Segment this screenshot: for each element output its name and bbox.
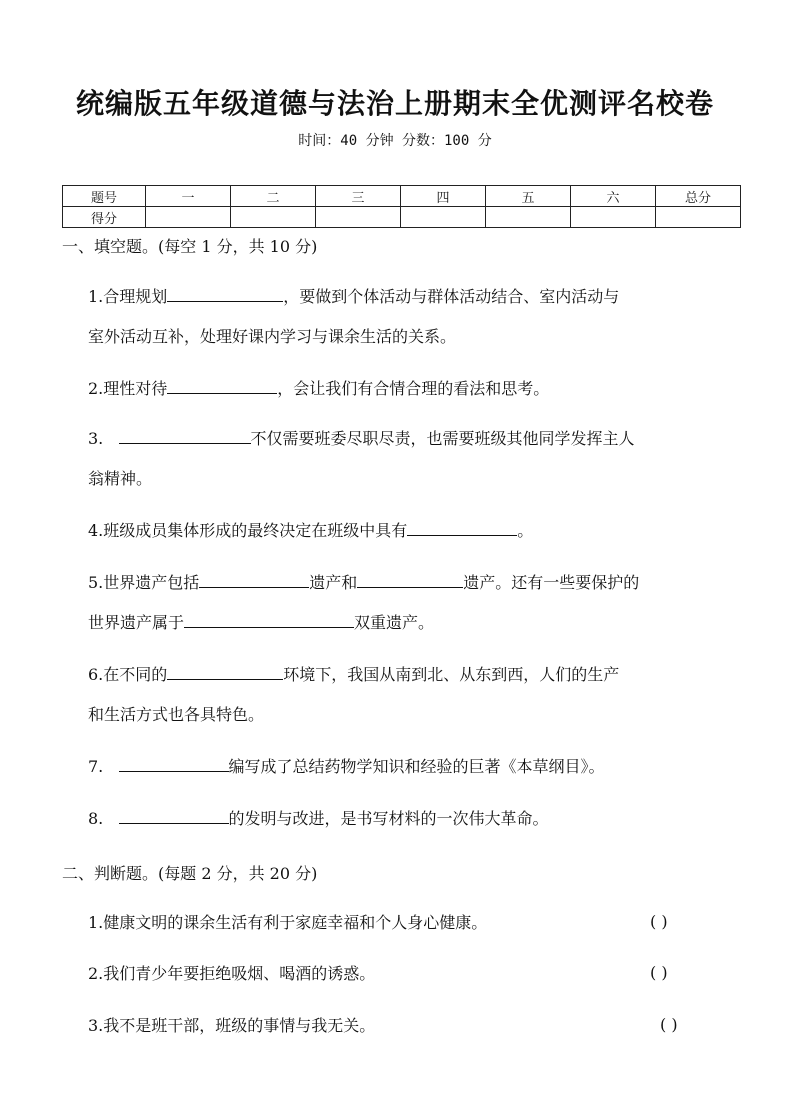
answer-parentheses[interactable]: ( ) <box>660 1015 678 1034</box>
question-text: 遗产。还有一些要保护的 <box>463 573 640 592</box>
question-number: 7. <box>88 757 104 776</box>
score-cell <box>146 207 231 228</box>
question-text: 双重遗产。 <box>354 613 435 632</box>
question-text: 翁精神。 <box>88 469 153 488</box>
question-3 <box>88 419 738 499</box>
question-text: 环境下，我国从南到北、从东到西，人们的生产 <box>283 665 620 684</box>
question-number: 6. <box>88 665 104 684</box>
answer-parentheses[interactable]: ( ) <box>650 963 668 982</box>
question-number: 3. <box>88 429 104 448</box>
question-text: 遗产和 <box>309 573 358 592</box>
question-text: 合理规划 <box>103 287 168 306</box>
fill-blank[interactable] <box>407 517 517 536</box>
question-2 <box>88 369 738 409</box>
question-1 <box>88 277 738 357</box>
question-text: ，会让我们有合情合理的看法和思考。 <box>277 379 550 398</box>
fill-blank[interactable] <box>119 753 229 772</box>
section1-heading: 一、填空题。(每空 1 分，共 10 分) <box>62 237 318 256</box>
answer-parentheses[interactable]: ( ) <box>650 912 668 931</box>
question-number: 1. <box>88 287 104 306</box>
fill-blank[interactable] <box>357 569 463 588</box>
score-row-label: 得分 <box>63 207 146 228</box>
score-header-cell: 二 <box>231 186 316 207</box>
question-number: 8. <box>88 809 104 828</box>
question-text: ，要做到个体活动与群体活动结合、室内活动与 <box>283 287 620 306</box>
fill-blank[interactable] <box>199 569 309 588</box>
score-cell <box>571 207 656 228</box>
score-table <box>62 185 741 228</box>
question-number: 5. <box>88 573 104 592</box>
exam-subtitle: 时间：40 分钟 分数：100 分 <box>298 133 492 149</box>
score-cell <box>231 207 316 228</box>
question-number: 2. <box>88 379 104 398</box>
question-text: 不仅需要班委尽职尽责，也需要班级其他同学发挥主人 <box>250 429 635 448</box>
judge-item: 2.我们青少年要拒绝吸烟、喝酒的诱惑。 <box>88 964 376 983</box>
question-text: 的发明与改进，是书写材料的一次伟大革命。 <box>228 809 549 828</box>
question-6 <box>88 655 738 735</box>
score-cell <box>656 207 741 228</box>
score-header-cell: 题号 <box>63 186 146 207</box>
question-text: 班级成员集体形成的最终决定在班级中具有 <box>103 521 408 540</box>
question-5 <box>88 563 738 643</box>
question-text: 在不同的 <box>103 665 168 684</box>
score-table-score-row <box>63 207 741 228</box>
question-text: 。 <box>517 521 534 540</box>
judge-item: 1.健康文明的课余生活有利于家庭幸福和个人身心健康。 <box>88 913 488 932</box>
score-cell <box>401 207 486 228</box>
fill-blank[interactable] <box>167 661 283 680</box>
exam-title: 统编版五年级道德与法治上册期末全优测评名校卷 <box>75 87 714 120</box>
judge-item: 3.我不是班干部，班级的事情与我无关。 <box>88 1016 376 1035</box>
score-header-cell: 六 <box>571 186 656 207</box>
fill-blank[interactable] <box>184 609 354 628</box>
question-4 <box>88 511 738 551</box>
section2-heading: 二、判断题。(每题 2 分，共 20 分) <box>62 864 318 883</box>
score-table-header-row <box>63 186 741 207</box>
score-header-cell: 总分 <box>656 186 741 207</box>
score-header-cell: 三 <box>316 186 401 207</box>
question-8 <box>88 799 738 839</box>
question-number: 4. <box>88 521 104 540</box>
fill-blank[interactable] <box>119 805 229 824</box>
score-cell <box>316 207 401 228</box>
question-text: 世界遗产包括 <box>103 573 200 592</box>
question-text: 室外活动互补，处理好课内学习与课余生活的关系。 <box>88 327 457 346</box>
question-7 <box>88 747 738 787</box>
score-cell <box>486 207 571 228</box>
question-text: 编写成了总结药物学知识和经验的巨著《本草纲目》。 <box>228 757 605 776</box>
score-header-cell: 五 <box>486 186 571 207</box>
fill-blank[interactable] <box>167 283 283 302</box>
fill-blank[interactable] <box>119 425 251 444</box>
question-text: 和生活方式也各具特色。 <box>88 705 265 724</box>
score-header-cell: 四 <box>401 186 486 207</box>
question-text: 理性对待 <box>103 379 168 398</box>
score-header-cell: 一 <box>146 186 231 207</box>
fill-blank[interactable] <box>167 375 277 394</box>
question-text: 世界遗产属于 <box>88 613 185 632</box>
